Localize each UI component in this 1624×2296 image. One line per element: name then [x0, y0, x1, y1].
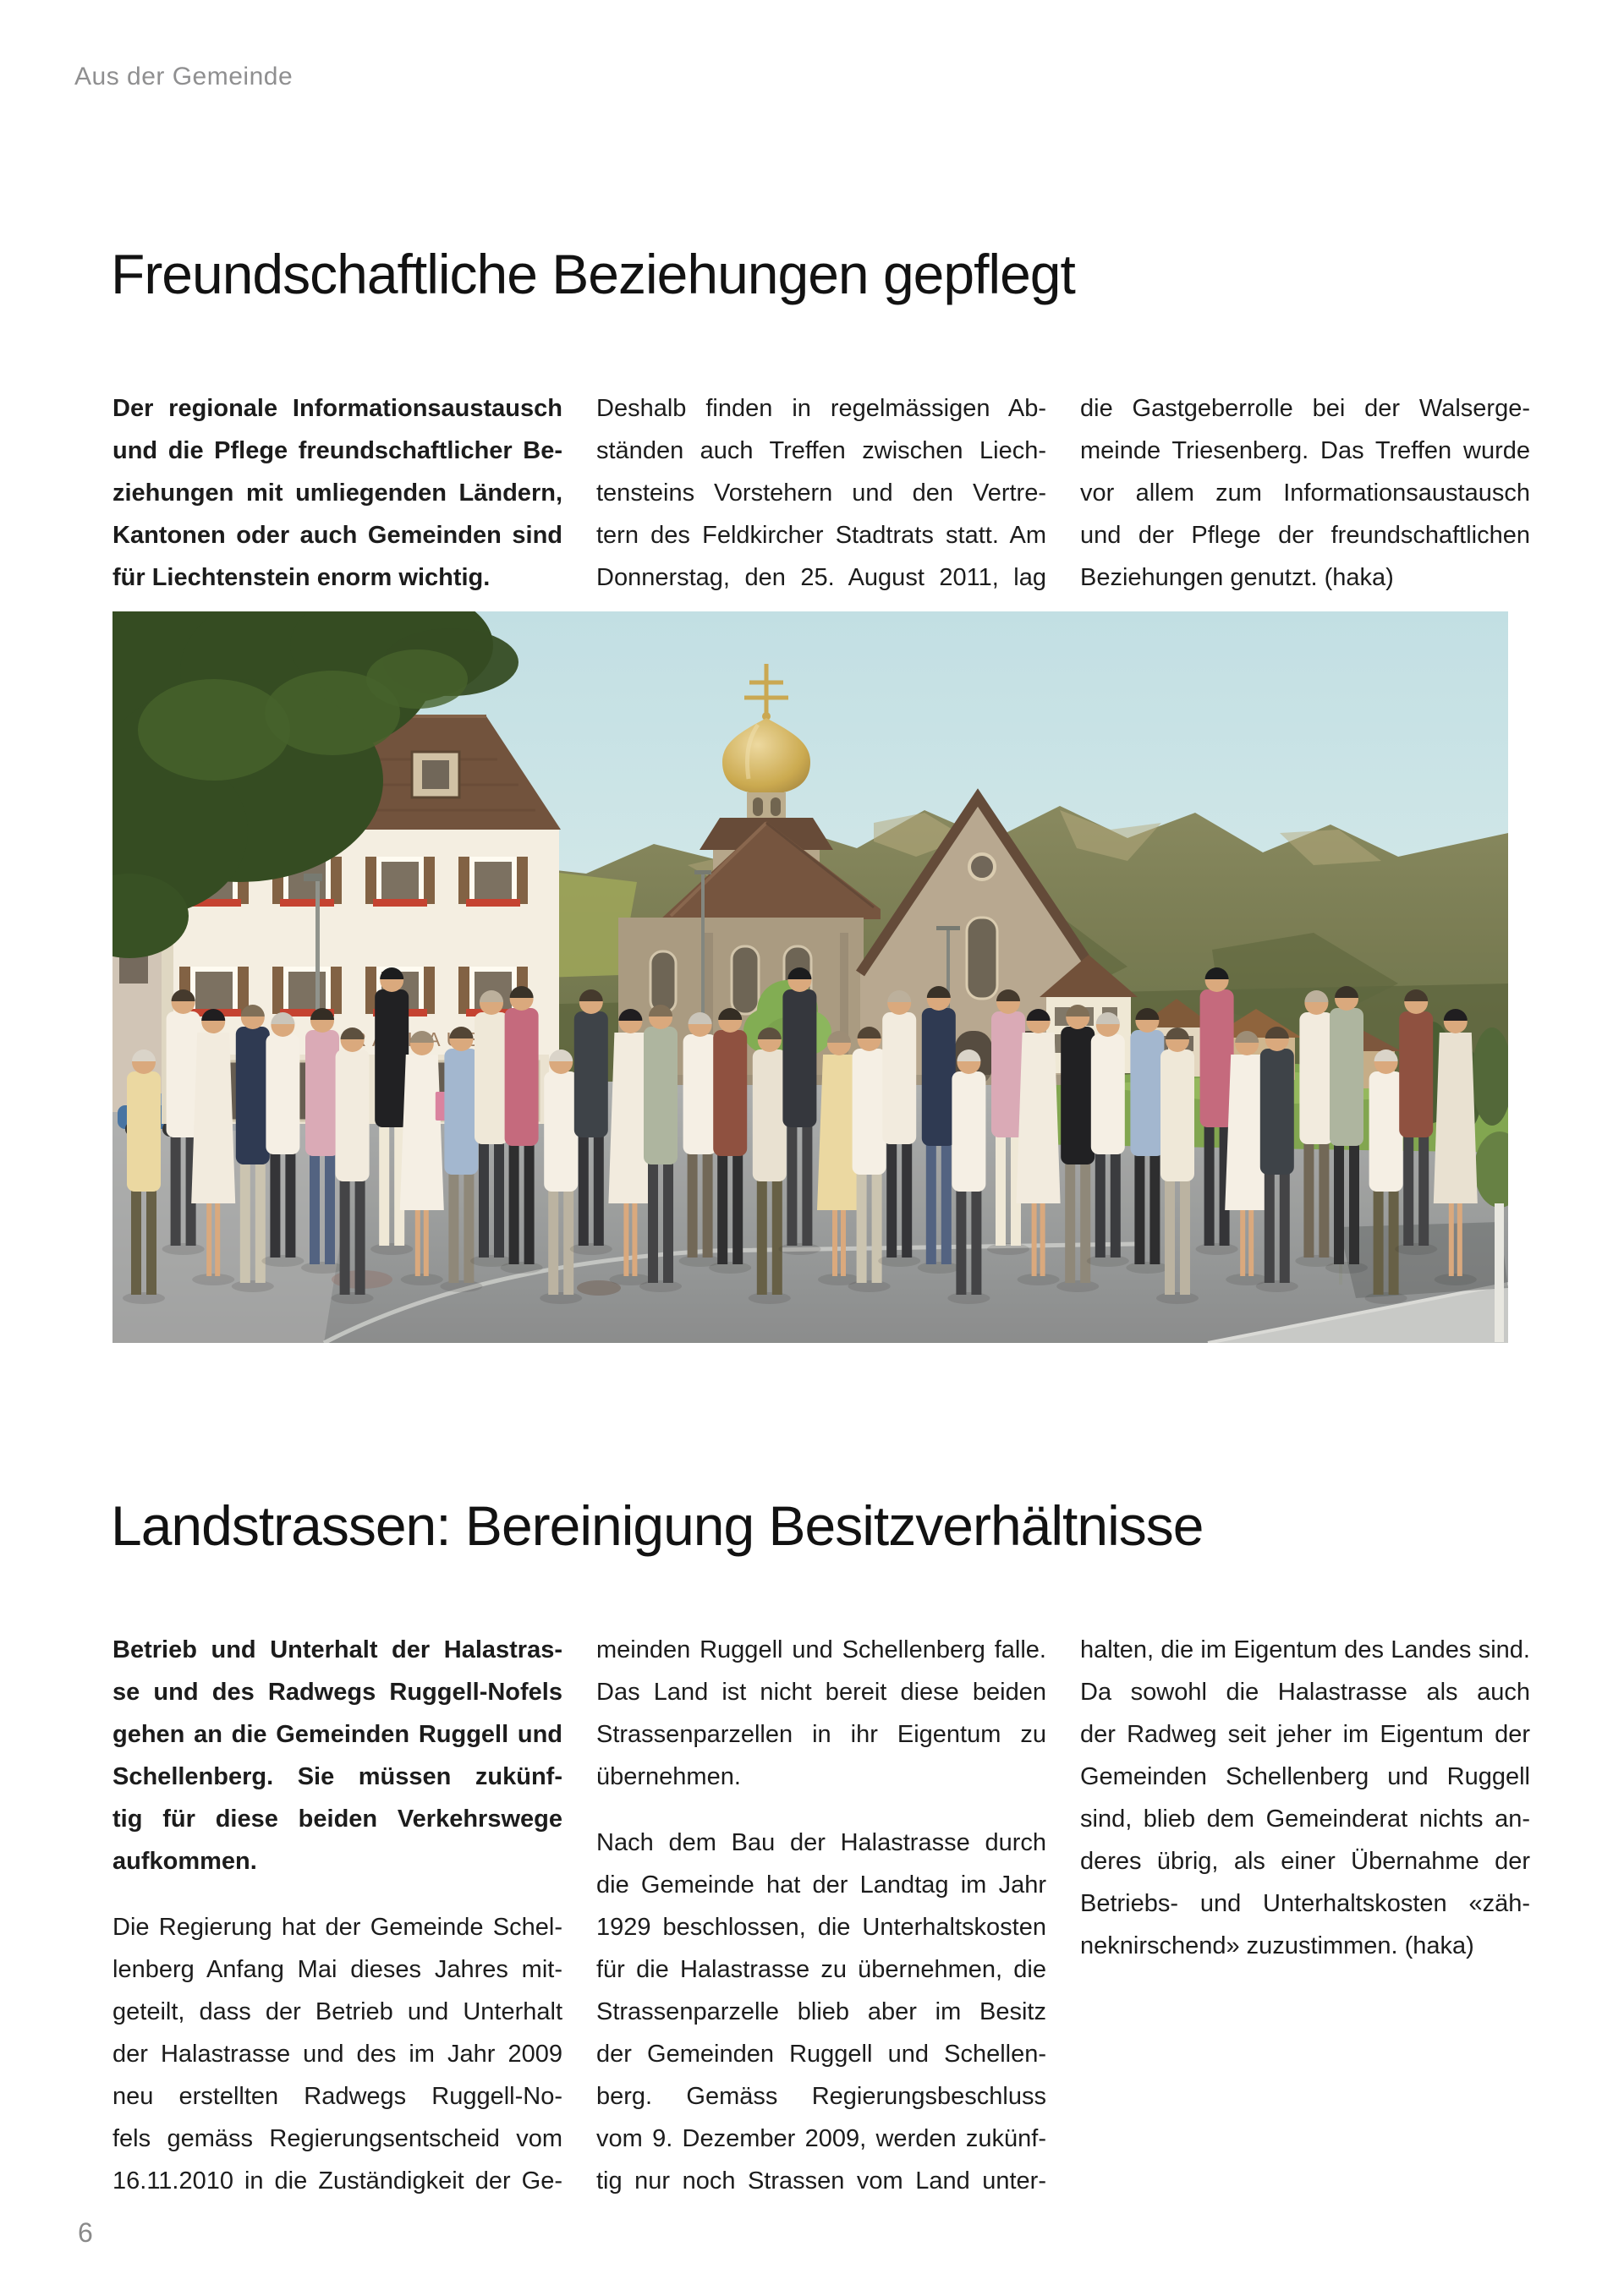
text-line: vom 9. Dezember 2009, werden zukünf- [596, 2125, 1046, 2152]
text-line: vor allem zum Informationsaustausch [1080, 479, 1530, 507]
text-line: Donnerstag, den 25. August 2011, lag [596, 564, 1046, 591]
text-line: Strassenparzelle blieb aber im Besitz [596, 1998, 1046, 2025]
text-line: se und des Radwegs Ruggell-Nofels [112, 1679, 562, 1706]
text-line: berg. Gemäss Regierungsbeschluss [596, 2083, 1046, 2110]
text-line: tig für diese beiden Verkehrswege [112, 1806, 562, 1833]
text-line: der Radweg seit jeher im Eigentum der [1080, 1721, 1530, 1748]
body-paragraph [596, 387, 1046, 599]
lead-paragraph [112, 387, 562, 599]
text-column [1080, 387, 1530, 599]
text-line: für Liechtenstein enorm wichtig. [112, 564, 491, 591]
body-paragraph [596, 1822, 1046, 2202]
body-paragraph [596, 1629, 1046, 1798]
text-line: fels gemäss Regierungsentscheid vom [112, 2125, 562, 2152]
text-line: ziehungen mit umliegenden Ländern, [112, 479, 562, 507]
text-line: neu erstellten Radwegs Ruggell-No- [112, 2083, 562, 2110]
text-line: der Halastrasse und des im Jahr 2009 [112, 2041, 562, 2068]
text-line: Betrieb und Unterhalt der Halastras- [112, 1636, 562, 1663]
text-line: Betriebs- und Unterhaltskosten «zäh- [1080, 1890, 1530, 1917]
text-line: übernehmen. [596, 1763, 741, 1790]
text-line: tig nur noch Strassen vom Land unter- [596, 2167, 1046, 2195]
text-line: meinden Ruggell und Schellenberg falle. [596, 1636, 1046, 1663]
text-line: Nach dem Bau der Halastrasse durch [596, 1829, 1046, 1856]
text-line: aufkommen. [112, 1848, 257, 1875]
article2-title: Landstrassen: Bereinigung Besitzverhältnisse [111, 1494, 1204, 1557]
page-number: 6 [78, 2217, 93, 2248]
text-line: sind, blieb dem Gemeinderat nichts an- [1080, 1806, 1530, 1833]
text-line: tern des Feldkircher Stadtrats statt. Am [596, 522, 1046, 549]
text-line: Das Land ist nicht bereit diese beiden [596, 1679, 1046, 1706]
text-line: lenberg Anfang Mai dieses Jahres mit- [112, 1956, 562, 1983]
text-line: Kantonen oder auch Gemeinden sind [112, 522, 562, 549]
text-line: 1929 beschlossen, die Unterhaltskosten [596, 1914, 1046, 1941]
article1-title: Freundschaftliche Beziehungen gepflegt [111, 243, 1075, 305]
body-paragraph [112, 1906, 562, 2202]
text-line: meinde Triesenberg. Das Treffen wurde [1080, 437, 1530, 464]
text-line: halten, die im Eigentum des Landes sind. [1080, 1636, 1530, 1663]
text-line: Gemeinden Schellenberg und Ruggell [1080, 1763, 1530, 1790]
body-paragraph [1080, 387, 1530, 599]
text-line: Schellenberg. Sie müssen zukünf- [112, 1763, 562, 1790]
article1-body [112, 387, 1530, 599]
section-kicker: Aus der Gemeinde [74, 63, 294, 90]
text-line: tensteins Vorstehern und den Vertre- [596, 479, 1046, 507]
article2-body [112, 1629, 1530, 2202]
text-line: Beziehungen genutzt. (haka) [1080, 564, 1394, 591]
text-line: Strassenparzellen in ihr Eigentum zu [596, 1721, 1046, 1748]
text-column [1080, 1629, 1530, 2202]
text-line: der Gemeinden Ruggell und Schellen- [596, 2041, 1046, 2068]
text-line: geteilt, dass der Betrieb und Unterhalt [112, 1998, 562, 2025]
group-photo [112, 611, 1508, 1343]
text-line: 16.11.2010 in die Zuständigkeit der Ge- [112, 2167, 562, 2195]
text-line: Da sowohl die Halastrasse als auch [1080, 1679, 1530, 1706]
text-line: gehen an die Gemeinden Ruggell und [112, 1721, 562, 1748]
text-line: deres übrig, als einer Übernahme der [1080, 1848, 1530, 1875]
text-line: neknirschend» zuzustimmen. (haka) [1080, 1932, 1474, 1959]
text-line: Der regionale Informationsaustausch [112, 395, 562, 422]
text-column [112, 1629, 562, 2202]
body-paragraph [1080, 1629, 1530, 1967]
text-line: Deshalb finden in regelmässigen Ab- [596, 395, 1046, 422]
text-line: die Gemeinde hat der Landtag im Jahr [596, 1871, 1046, 1899]
text-column [596, 387, 1046, 599]
text-line: und der Pflege der freundschaftlichen [1080, 522, 1530, 549]
text-line: ständen auch Treffen zwischen Liech- [596, 437, 1046, 464]
lead-paragraph [112, 1629, 562, 1882]
text-line: und die Pflege freundschaftlicher Be- [112, 437, 562, 464]
text-column [112, 387, 562, 599]
text-column [596, 1629, 1046, 2202]
text-line: für die Halastrasse zu übernehmen, die [596, 1956, 1046, 1983]
text-line: die Gastgeberrolle bei der Walserge- [1080, 395, 1530, 422]
text-line: Die Regierung hat der Gemeinde Schel- [112, 1914, 562, 1941]
